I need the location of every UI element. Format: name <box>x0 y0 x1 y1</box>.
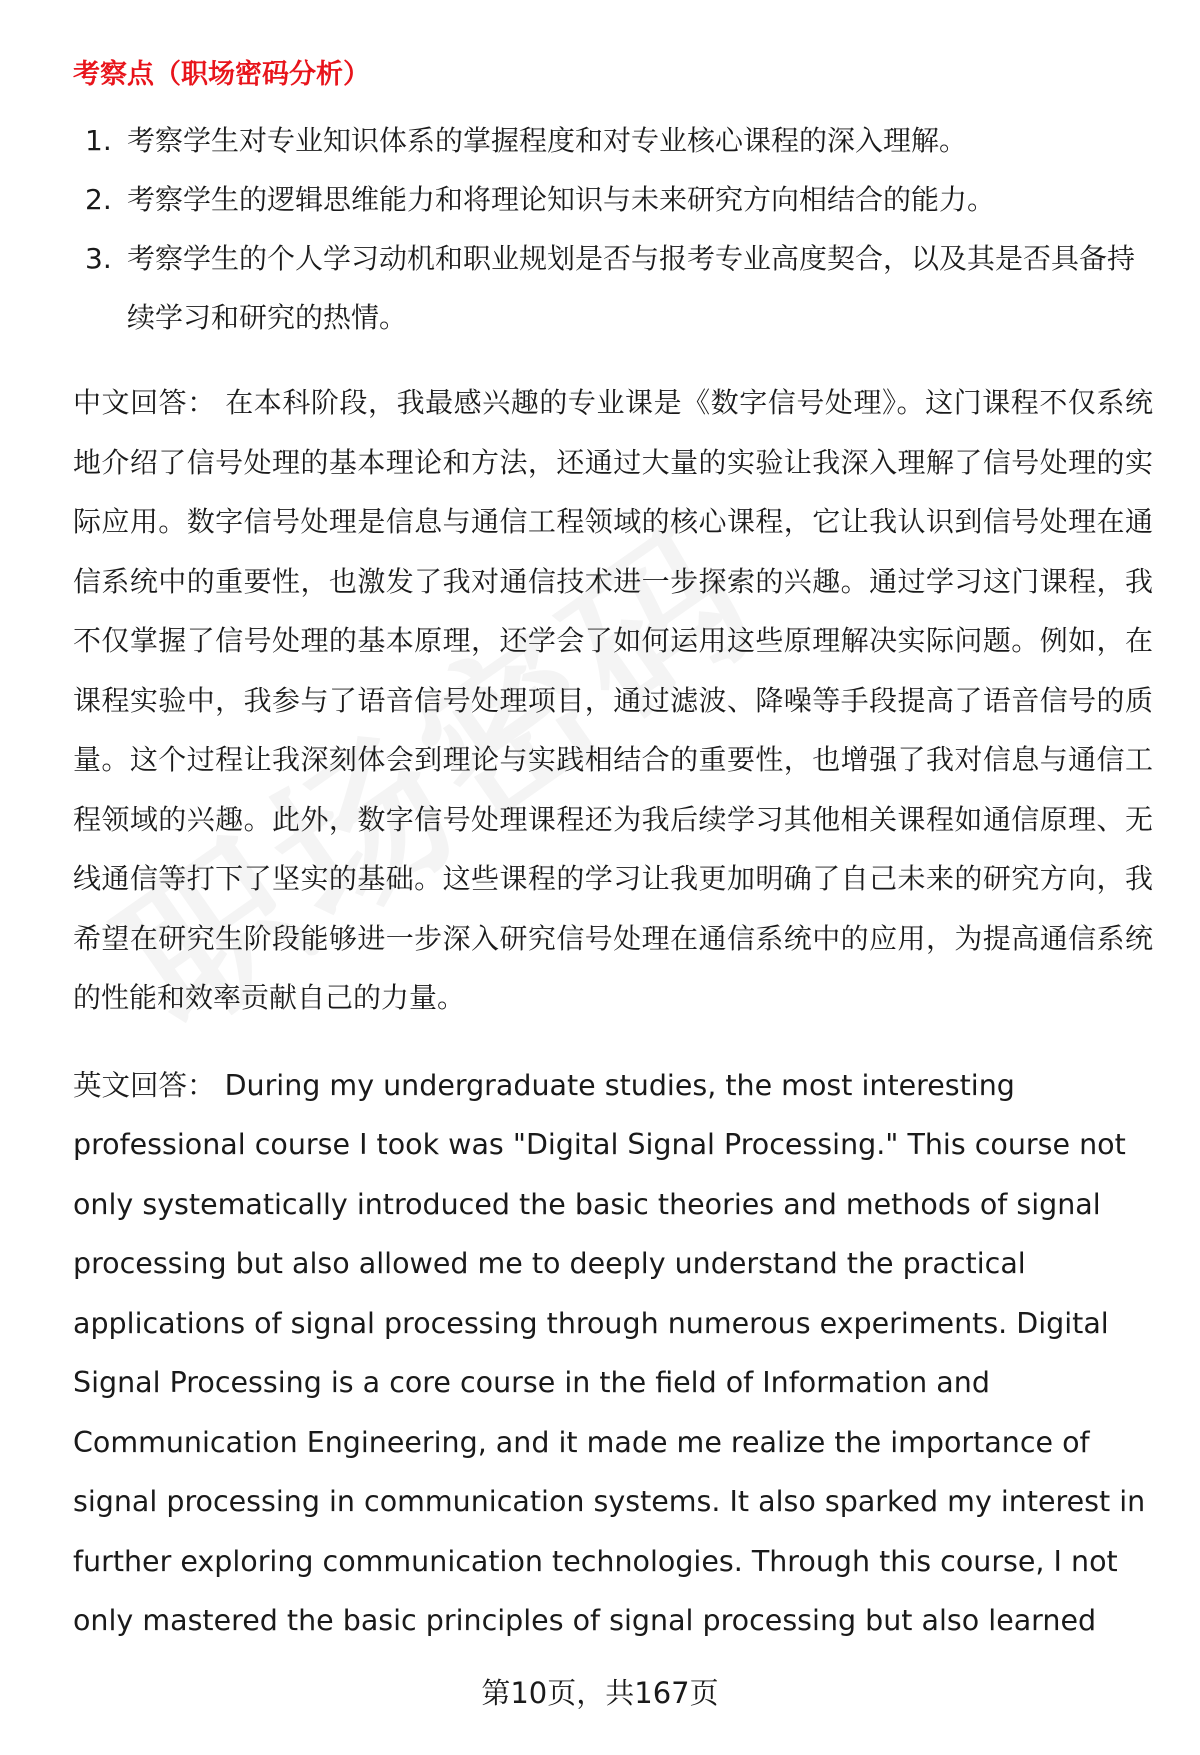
chinese-answer-label: 中文回答： <box>73 386 216 419</box>
list-item-number: 3. <box>85 242 112 275</box>
list-item <box>73 229 1153 347</box>
list-item-text: 考察学生的逻辑思维能力和将理论知识与未来研究方向相结合的能力。 <box>127 183 996 216</box>
page-content <box>73 55 1153 1651</box>
english-answer-text: During my undergraduate studies, the most interesting professional course I took was "Digital Signal Processing." This course not only systematically introduced the basic theories and methods of signal processing but also allowed me to deeply understand the practical applications of signal processing through numerous experiments. Digital Signal Processing is a core course in the field of Information and Communication Engineering, and it made me realize the importance of signal processing in communication systems. It also sparked my interest in further exploring communication technologies. Through this course, I not only mastered the basic principles of signal processing but also learned <box>73 1068 1146 1637</box>
list-item <box>73 111 1153 170</box>
list-item-text: 考察学生的个人学习动机和职业规划是否与报考专业高度契合，以及其是否具备持续学习和研究的热情。 <box>127 242 1136 334</box>
section-title: 考察点（职场密码分析） <box>73 59 370 90</box>
list-item-text: 考察学生对专业知识体系的掌握程度和对专业核心课程的深入理解。 <box>127 124 968 157</box>
english-answer-label: 英文回答： <box>73 1068 216 1102</box>
list-item-number: 1. <box>85 124 112 157</box>
chinese-answer-text: 在本科阶段，我最感兴趣的专业课是《数字信号处理》。这门课程不仅系统地介绍了信号处理的基本理论和方法，还通过大量的实验让我深入理解了信号处理的实际应用。数字信号处理是信息与通信工程领域的核心课程，它让我认识到信号处理在通信系统中的重要性，也激发了我对通信技术进一步探索的兴趣。通过学习这门课程，我不仅掌握了信号处理的基本原理，还学会了如何运用这些原理解决实际问题。例如，在课程实验中，我参与了语音信号处理项目，通过滤波、降噪等手段提高了语音信号的质量。这个过程让我深刻体会到理论与实践相结合的重要性，也增强了我对信息与通信工程领域的兴趣。此外，数字信号处理课程还为我后续学习其他相关课程如通信原理、无线通信等打下了坚实的基础。这些课程的学习让我更加明确了自己未来的研究方向，我希望在研究生阶段能够进一步深入研究信号处理在通信系统中的应用，为提高通信系统的性能和效率贡献自己的力量。 <box>73 386 1153 1014</box>
page-number: 第10页，共167页 <box>481 1676 719 1710</box>
list-item-number: 2. <box>85 183 112 216</box>
chinese-answer <box>73 373 1153 1028</box>
points-list <box>73 111 1153 347</box>
list-item <box>73 170 1153 229</box>
english-answer <box>73 1056 1153 1651</box>
